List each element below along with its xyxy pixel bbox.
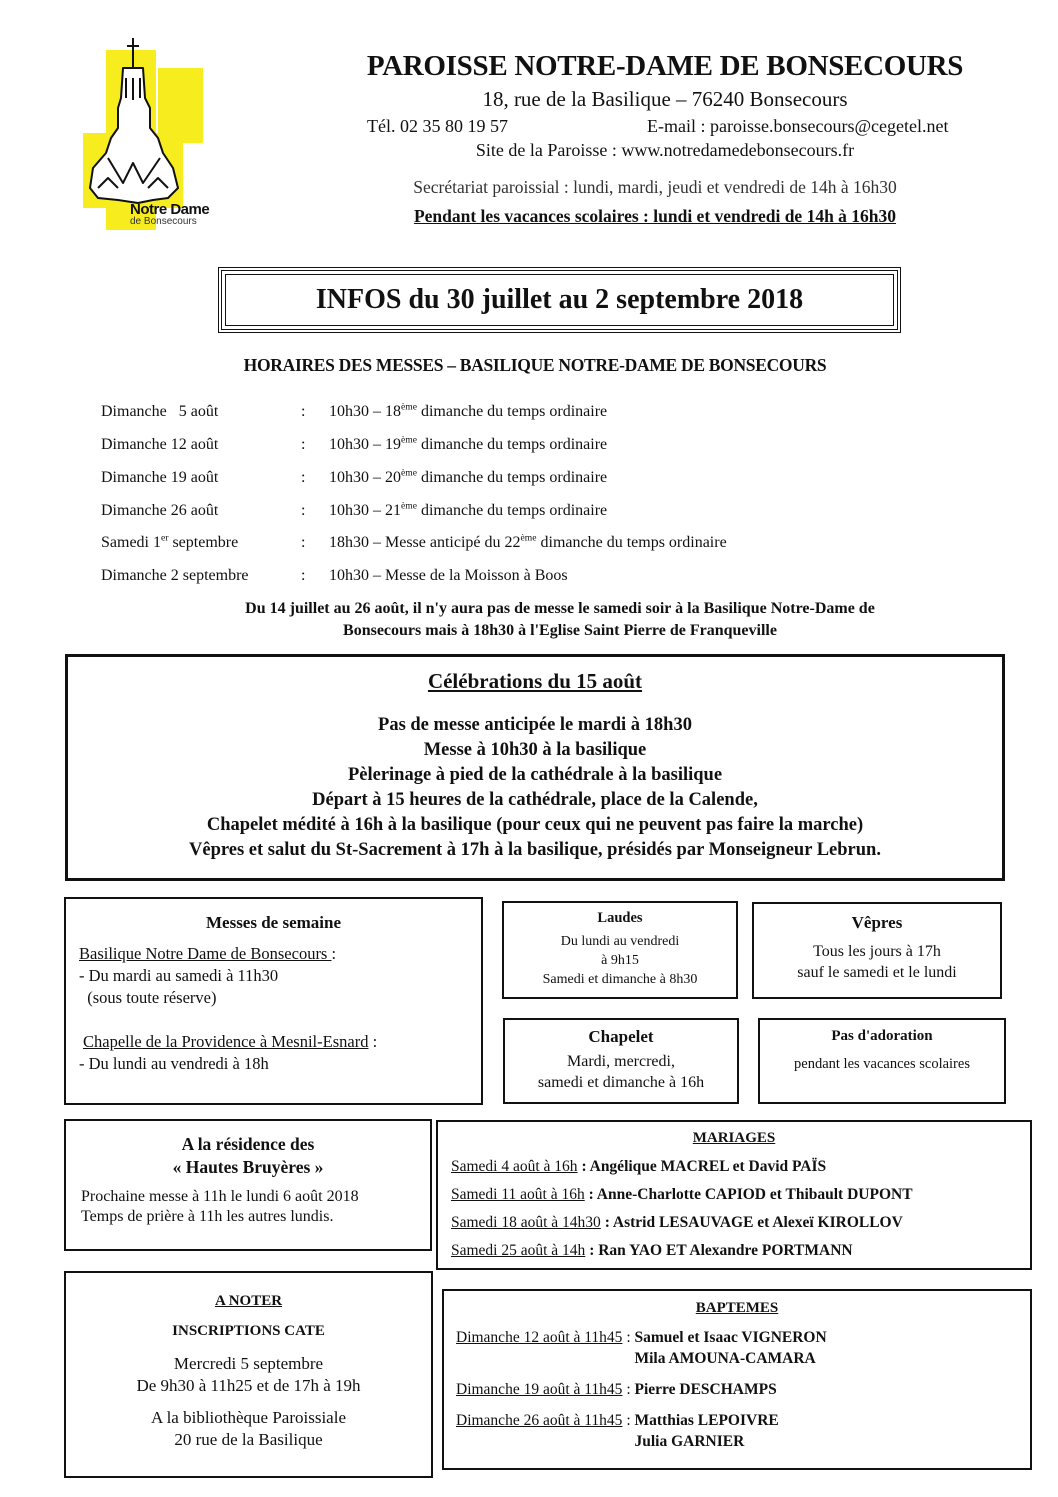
celebrations-box xyxy=(65,654,1005,881)
weddings-box xyxy=(436,1120,1032,1270)
vepres-title: Vêpres xyxy=(851,913,903,932)
schedule-detail: 10h30 – Messe de la Moisson à Boos xyxy=(329,567,568,584)
schedule-detail: 10h30 – 21ème dimanche du temps ordinaire xyxy=(329,500,608,519)
baptism-item: Dimanche 19 août à 11h45 : Pierre DESCHAMPS xyxy=(456,1381,777,1398)
schedule-sep: : xyxy=(301,403,306,420)
adoration-box: Pas d'adoration pendant les vacances scolaires xyxy=(758,1018,1006,1104)
parish-email[interactable]: E-mail : paroisse.bonsecours@cegetel.net xyxy=(647,116,949,136)
weekday-masses-box: Messes de semaine Basilique Notre Dame de Bonsecours : - Du mardi au samedi à 11h30 (sous toute réserve) Chapelle de la Providence à Mesnil-Esnard : - Du lundi au vendredi à 18h xyxy=(64,897,483,1105)
notice-box: A NOTER INSCRIPTIONS CATE Mercredi 5 septembre De 9h30 à 11h25 et de 17h à 19h A la bibliothèque Paroissiale 20 rue de la Basilique xyxy=(64,1271,433,1478)
schedule-date: Dimanche 26 août xyxy=(101,502,219,519)
parish-address: 18, rue de la Basilique – 76240 Bonsecours xyxy=(482,87,848,111)
notice-title: A NOTER xyxy=(214,1293,283,1309)
wedding-item: Samedi 18 août à 14h30 : Astrid LESAUVAGE et Alexeï KIROLLOV xyxy=(451,1214,903,1231)
secretariat-hours: Secrétariat paroissial : lundi, mardi, jeudi et vendredi de 14h à 16h30 xyxy=(413,177,897,197)
celebrations-lines: Pas de messe anticipée le mardi à 18h30 Messe à 10h30 à la basilique Pèlerinage à pied de la cathédrale à la basilique Départ à 15 heures de la cathédrale, place de la Calende, Chapelet médité à 16h à la basilique (pour ceux qui ne peuvent pas faire la marche) Vêpres et salut du St-Sacrement à 17h à la basilique, présidés par Monseigneur Lebrun. xyxy=(189,715,881,860)
schedule-sep: : xyxy=(301,469,306,486)
schedule-date: Dimanche 19 août xyxy=(101,469,219,486)
residence-title: A la résidence des « Hautes Bruyères » xyxy=(172,1134,324,1177)
adoration-title: Pas d'adoration xyxy=(831,1028,933,1044)
parish-website[interactable]: Site de la Paroisse : www.notredamedebonsecours.fr xyxy=(475,140,855,160)
vepres-box: Vêpres Tous les jours à 17h sauf le samedi et le lundi xyxy=(752,902,1002,999)
schedule-sep: : xyxy=(301,567,306,584)
chapelet-box: Chapelet Mardi, mercredi, samedi et dimanche à 16h xyxy=(503,1018,739,1104)
schedule-detail: 10h30 – 20ème dimanche du temps ordinaire xyxy=(329,467,608,486)
schedule-detail: 18h30 – Messe anticipé du 22ème dimanche du temps ordinaire xyxy=(329,532,727,551)
logo-text-line2: de Bonsecours xyxy=(130,216,197,227)
laudes-box: Laudes Du lundi au vendredi à 9h15 Samedi et dimanche à 8h30 xyxy=(502,901,738,999)
parish-logo xyxy=(78,38,210,228)
schedule-date: Dimanche 12 août xyxy=(101,436,219,453)
schedule-date: Dimanche 5 août xyxy=(101,403,219,420)
wedding-item: Samedi 4 août à 16h : Angélique MACREL et David PAÏS xyxy=(451,1158,827,1175)
baptisms-box xyxy=(442,1289,1032,1470)
weddings-title: MARIAGES xyxy=(692,1130,776,1146)
notice-subtitle: INSCRIPTIONS CATE xyxy=(172,1323,325,1339)
wedding-item: Samedi 25 août à 14h : Ran YAO ET Alexandre PORTMANN xyxy=(451,1242,853,1259)
laudes-title: Laudes xyxy=(597,910,643,926)
schedule-sep: : xyxy=(301,534,306,551)
schedule-date: Dimanche 2 septembre xyxy=(101,567,249,584)
parish-phone: Tél. 02 35 80 19 57 xyxy=(367,116,508,136)
basilica-icon xyxy=(78,38,206,228)
weekday-masses-title: Messes de semaine xyxy=(205,913,342,932)
logo-text-line1: Notre Dame xyxy=(130,201,210,218)
schedule-detail: 10h30 – 19ème dimanche du temps ordinaire xyxy=(329,434,608,453)
schedule-detail: 10h30 – 18ème dimanche du temps ordinaire xyxy=(329,401,608,420)
residence-box: A la résidence des « Hautes Bruyères » Prochaine messe à 11h le lundi 6 août 2018 Temps de prière à 11h les autres lundis. xyxy=(64,1119,432,1251)
infos-title: INFOS du 30 juillet au 2 septembre 2018 xyxy=(315,284,804,315)
baptisms-title: BAPTEMES xyxy=(695,1300,779,1316)
chapelet-title: Chapelet xyxy=(588,1027,654,1046)
baptism-item: Dimanche 26 août à 11h45 : Matthias LEPOIVRE Julia GARNIER xyxy=(456,1412,779,1450)
saturday-mass-note: Du 14 juillet au 26 août, il n'y aura pas de messe le samedi soir à la Basilique Notre-Dame de Bonsecours mais à 18h30 à l'Eglise Saint Pierre de Franqueville xyxy=(245,600,875,639)
schedule-sep: : xyxy=(301,502,306,519)
mass-schedule-title: HORAIRES DES MESSES – BASILIQUE NOTRE-DAME DE BONSECOURS xyxy=(243,355,827,375)
parish-title: PAROISSE NOTRE-DAME DE BONSECOURS xyxy=(366,50,964,82)
celebrations-title: Célébrations du 15 août xyxy=(427,669,643,693)
schedule-date: Samedi 1er septembre xyxy=(101,532,239,551)
schedule-sep: : xyxy=(301,436,306,453)
holiday-hours: Pendant les vacances scolaires : lundi et vendredi de 14h à 16h30 xyxy=(413,206,897,226)
baptism-item: Dimanche 12 août à 11h45 : Samuel et Isaac VIGNERON Mila AMOUNA-CAMARA xyxy=(456,1329,827,1367)
infos-title-box xyxy=(218,267,901,333)
wedding-item: Samedi 11 août à 16h : Anne-Charlotte CAPIOD et Thibault DUPONT xyxy=(451,1186,913,1203)
